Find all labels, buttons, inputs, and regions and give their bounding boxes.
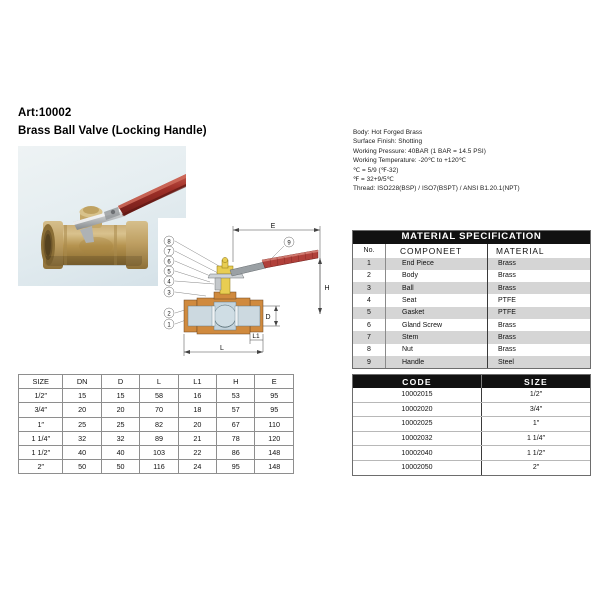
svg-text:8: 8 xyxy=(167,239,171,246)
cell-dn: 32 xyxy=(63,431,101,445)
valve-body-photo xyxy=(41,221,148,269)
cell-component: Ball xyxy=(386,282,488,294)
cell-size: 1/2″ xyxy=(19,389,63,403)
column-header-e: E xyxy=(255,375,294,389)
cell-d: 32 xyxy=(101,431,139,445)
cell-h: 78 xyxy=(217,431,255,445)
cell-l1: 24 xyxy=(178,460,216,474)
table-row xyxy=(19,431,294,445)
table-header-row xyxy=(353,375,590,388)
table-row xyxy=(353,446,590,461)
cell-dn: 50 xyxy=(63,460,101,474)
cell-no: 5 xyxy=(353,307,386,319)
table-row xyxy=(353,431,590,446)
cell-l1: 21 xyxy=(178,431,216,445)
callout-4 xyxy=(164,276,174,286)
cell-l1: 16 xyxy=(178,389,216,403)
cell-no: 9 xyxy=(353,356,386,368)
svg-text:6: 6 xyxy=(167,259,171,266)
spec-line: Working Pressure: 40BAR (1 BAR = 14.5 PSI) xyxy=(353,147,486,155)
cell-size: 1/2″ xyxy=(482,388,591,402)
cell-code: 10002032 xyxy=(353,431,482,446)
table-row xyxy=(353,331,590,343)
cell-component: Gasket xyxy=(386,307,488,319)
cell-size: 2″ xyxy=(532,464,540,472)
cell-l: 116 xyxy=(140,460,178,474)
cell-size: 1 1/4″ xyxy=(19,431,63,445)
column-header-code: CODE xyxy=(353,375,482,388)
valve-body-section xyxy=(184,292,263,334)
dimension-label-E: E xyxy=(270,223,276,230)
callout-6 xyxy=(164,256,174,266)
callout-1 xyxy=(164,319,174,329)
cell-material: PTFE xyxy=(488,294,591,306)
cell-code: 10002025 xyxy=(353,417,482,432)
dimension-label-H: H xyxy=(324,285,330,292)
cell-d: 20 xyxy=(101,403,139,417)
callout-9 xyxy=(284,237,294,247)
cell-e: 95 xyxy=(255,403,294,417)
cell-size: 1 1/2″ xyxy=(19,445,63,459)
callout-8 xyxy=(164,236,174,246)
cell-dn: 40 xyxy=(63,445,101,459)
table-row xyxy=(353,294,590,306)
table-row xyxy=(19,417,294,431)
callout-3 xyxy=(164,287,174,297)
cell-l1: 22 xyxy=(178,445,216,459)
table-row xyxy=(353,402,590,417)
dimension-H xyxy=(318,258,322,314)
cell-l: 58 xyxy=(140,389,178,403)
svg-text:7: 7 xyxy=(167,249,171,256)
table-row xyxy=(353,356,590,368)
cell-h: 95 xyxy=(217,460,255,474)
svg-text:4: 4 xyxy=(167,279,171,286)
cell-l: 82 xyxy=(140,417,178,431)
table-header-row xyxy=(19,375,294,389)
table-row xyxy=(19,389,294,403)
cell-size: 1″ xyxy=(19,417,63,431)
cell-e: 110 xyxy=(255,417,294,431)
article-number: Art:10002 xyxy=(18,107,72,119)
cell-size: 1″ xyxy=(482,417,591,432)
page-title: Brass Ball Valve (Locking Handle) xyxy=(18,125,207,137)
cell-dn: 15 xyxy=(63,389,101,403)
cell-component: Handle xyxy=(386,356,488,368)
table-row xyxy=(353,270,590,282)
valve-stem-section xyxy=(208,257,266,294)
cell-h: 53 xyxy=(217,389,255,403)
specification-list xyxy=(353,128,593,194)
cell-e: 95 xyxy=(255,389,294,403)
cell-material: Brass xyxy=(488,282,591,294)
svg-text:3: 3 xyxy=(167,290,171,297)
cell-material: Brass xyxy=(488,270,591,282)
svg-text:5: 5 xyxy=(167,269,171,276)
spec-line: Body: Hot Forged Brass xyxy=(353,129,423,136)
technical-drawing xyxy=(158,218,333,360)
cell-code: 10002040 xyxy=(353,446,482,461)
table-row xyxy=(353,307,590,319)
cell-material: Brass xyxy=(488,319,591,331)
cell-material: PTFE xyxy=(488,307,591,319)
cell-no: 8 xyxy=(353,344,386,356)
cell-component: Body xyxy=(402,272,418,280)
table-row xyxy=(19,460,294,474)
svg-text:2: 2 xyxy=(167,311,171,318)
callout-2 xyxy=(164,308,174,318)
cell-d: 15 xyxy=(101,389,139,403)
cell-d: 40 xyxy=(101,445,139,459)
cell-no: 6 xyxy=(353,319,386,331)
cell-no: 4 xyxy=(353,294,386,306)
column-header-no: No. xyxy=(353,244,386,258)
column-header-d: D xyxy=(101,375,139,389)
column-header-size: SIZE xyxy=(19,375,63,389)
table-row xyxy=(353,417,590,432)
cell-h: 86 xyxy=(217,445,255,459)
cell-material: Brass xyxy=(488,344,591,356)
cell-code: 10002020 xyxy=(353,402,482,417)
cell-no: 1 xyxy=(353,258,386,270)
dimension-label-L1: L1 xyxy=(252,333,260,340)
material-specification-table xyxy=(352,230,591,369)
cell-code: 10002050 xyxy=(353,460,482,474)
table-row xyxy=(19,445,294,459)
cell-h: 57 xyxy=(217,403,255,417)
cell-e: 120 xyxy=(255,431,294,445)
cell-dn: 20 xyxy=(63,403,101,417)
cell-h: 67 xyxy=(217,417,255,431)
cell-size: 3/4″ xyxy=(19,403,63,417)
column-header-h: H xyxy=(217,375,255,389)
cell-no: 2 xyxy=(353,270,386,282)
spec-line: Working Temperature: -20℃ to +120℃ xyxy=(353,157,466,165)
cell-dn: 25 xyxy=(63,417,101,431)
title-block xyxy=(18,106,207,139)
svg-text:1: 1 xyxy=(167,322,171,329)
cell-l1: 18 xyxy=(178,403,216,417)
code-table xyxy=(352,374,591,476)
cell-l: 70 xyxy=(140,403,178,417)
column-header-size: SIZE xyxy=(482,375,591,388)
cell-material: Steel xyxy=(488,356,591,368)
cell-d: 25 xyxy=(101,417,139,431)
cell-material: Brass xyxy=(488,331,591,343)
table-row xyxy=(353,388,590,402)
cell-size: 3/4″ xyxy=(482,402,591,417)
material-table-title: MATERIAL SPECIFICATION xyxy=(353,231,590,244)
cell-component: Seat xyxy=(402,297,417,305)
column-header-component: COMPONEET xyxy=(386,244,488,258)
column-header-l: L xyxy=(140,375,178,389)
cell-code: 10002015 xyxy=(353,388,482,402)
cell-component: Gland Screw xyxy=(402,321,443,329)
cell-material: Brass xyxy=(488,258,591,270)
spec-line: ℃ = 5/9 (℉-32) xyxy=(353,166,399,174)
table-row xyxy=(353,319,590,331)
column-header-l1: L1 xyxy=(178,375,216,389)
cell-l: 103 xyxy=(140,445,178,459)
spec-line: Surface Finish: Shotting xyxy=(353,138,423,146)
cell-size: 2″ xyxy=(19,460,63,474)
column-header-dn: DN xyxy=(63,375,101,389)
cell-l: 89 xyxy=(140,431,178,445)
spec-line: ℉ = 32+9/5℃ xyxy=(353,176,394,184)
cell-d: 50 xyxy=(101,460,139,474)
dimension-label-D: D xyxy=(265,314,271,321)
table-row xyxy=(353,344,590,356)
table-row xyxy=(353,258,590,270)
cell-e: 148 xyxy=(255,445,294,459)
table-row xyxy=(353,282,590,294)
cell-no: 3 xyxy=(353,282,386,294)
callout-7 xyxy=(164,246,174,256)
valve-handle-section xyxy=(262,250,318,268)
svg-text:9: 9 xyxy=(287,240,291,247)
cell-e: 148 xyxy=(255,460,294,474)
cell-size: 1 1/4″ xyxy=(482,431,591,446)
table-row xyxy=(353,460,590,474)
table-row xyxy=(19,403,294,417)
cell-l1: 20 xyxy=(178,417,216,431)
spec-line: Thread: ISO228(BSP) / ISO7(BSPT) / ANSI B1.20.1(NPT) xyxy=(353,185,520,193)
cell-component: Nut xyxy=(402,346,413,354)
dimension-label-L: L xyxy=(220,345,224,352)
cell-component: Stem xyxy=(386,331,488,343)
size-table xyxy=(18,374,294,474)
table-header-row xyxy=(353,244,590,258)
callout-5 xyxy=(164,266,174,276)
cell-component: End Piece xyxy=(386,258,488,270)
cell-no: 7 xyxy=(353,331,386,343)
column-header-material: MATERIAL xyxy=(488,244,591,258)
cell-size: 1 1/2″ xyxy=(482,446,591,461)
valve-handle-photo xyxy=(118,174,186,216)
